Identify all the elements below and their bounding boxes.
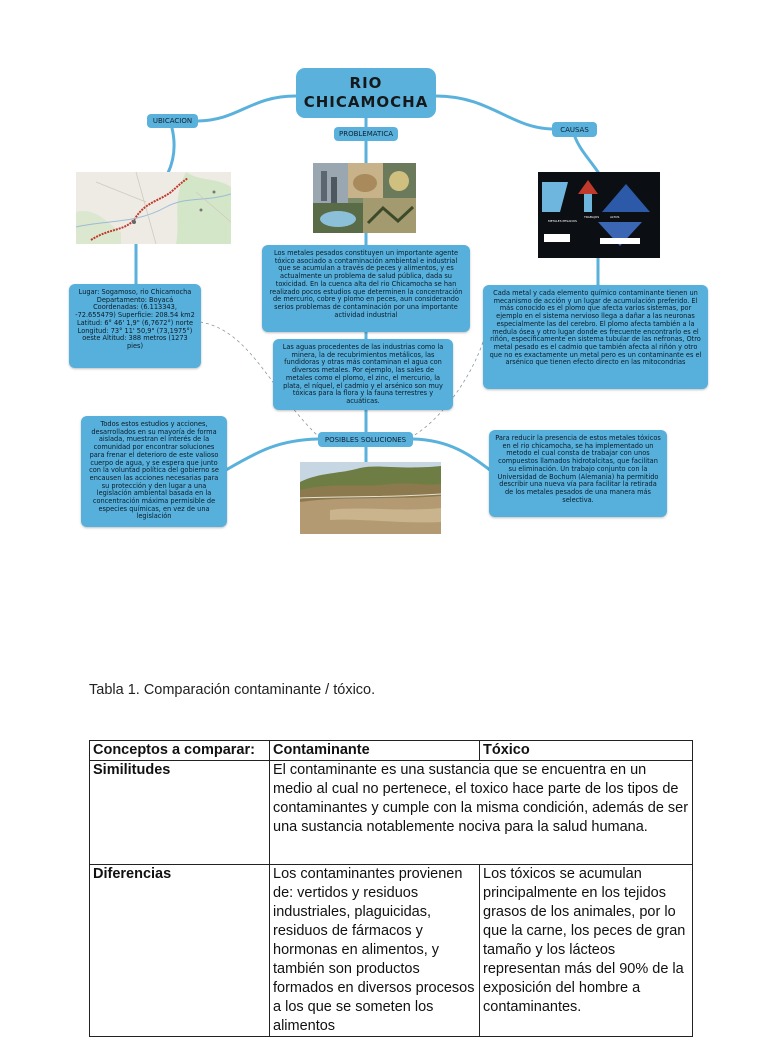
row-label-similitudes: Similitudes [90, 761, 270, 865]
header-contaminante: Contaminante [270, 741, 480, 761]
tag-problematica: PROBLEMATICA [334, 127, 398, 141]
svg-text:METALES PESADOS: METALES PESADOS [548, 219, 577, 223]
card-aguas: Las aguas procedentes de las industrias como la minera, la de recubrimientos metálicos, las fundidoras y otras más contaminan el agua con diversos metales. Por ejemplo, las sales de metales como el plomo, el zinc, el mercurio, la plata, el níquel, el cadmio y el arsénico son muy tóxicas para la flora y la fauna terrestres y acuáticas. [273, 339, 453, 410]
table-header-row [90, 741, 693, 761]
svg-text:ALTOS: ALTOS [610, 215, 620, 219]
tag-causas: CAUSAS [552, 122, 597, 137]
location-map-image [76, 172, 231, 244]
tag-posibles-soluciones: POSIBLES SOLUCIONES [318, 432, 413, 447]
svg-text:TRABAJOS: TRABAJOS [584, 215, 600, 219]
river-photo [300, 462, 441, 534]
table-caption: Tabla 1. Comparación contaminante / tóxico. [89, 682, 376, 698]
diferencias-contaminante: Los contaminantes provienen de: vertidos y residuos industriales, plaguicidas, residuos de fármacos y hormonas en alimentos, y también son productos formados en diversos procesos a los que se someten los alimentos [270, 865, 480, 1037]
card-estudios: Todos estos estudios y acciones, desarrollados en su mayoría de forma aislada, muestran el interés de la comunidad por encontrar soluciones para frenar el deterioro de este valioso cuerpo de agua, y se espera que junto con la voluntad política del gobierno se encausen las acciones necesarias para su protección y den lugar a una legislación ambiental basada en la concentración máxima permisible de especies químicas, en vez de una legislación [81, 416, 227, 527]
card-ubicacion: Lugar: Sogamoso, rio Chicamocha Departamento: Boyacá Coordenadas: (6.113343, -72.655479) Superficie: 208.54 km2 Latitud: 6° 46' 1,9" (6,7672°) norte Longitud: 73° 11' 50,9" (73,1975°) oeste Altitud: 388 metros (1273 pies) [69, 284, 201, 368]
header-conceptos: Conceptos a comparar: [90, 741, 270, 761]
comparison-table [89, 740, 693, 1037]
table-row-similitudes [90, 761, 693, 865]
table-row-diferencias [90, 865, 693, 1037]
map-title: RIO CHICAMOCHA [296, 68, 436, 118]
similitudes-text: El contaminante es una sustancia que se encuentra en un medio al cual no pertenece, el toxico hace parte de los tipos de contaminantes y cumple con la misma condición, además de ser una sustancia notablemente nociva para la salud humana. [270, 761, 693, 865]
causes-diagram-image [538, 172, 660, 258]
card-reducir: Para reducir la presencia de estos metales tóxicos en el rio chicamocha, se ha implementado un metodo el cual consta de trabajar con unos compuestos llamados hidrotalcitas, que facilitan su eliminación. Un trabajo conjunto con la Universidad de Bochum (Alemania) ha permitido describir una nueva vía para facilitar la retirada de los metales pesados de una manera más selectiva. [489, 430, 667, 517]
diferencias-toxico: Los tóxicos se acumulan principalmente en los tejidos grasos de los animales, por lo que la carne, los peces de gran tamaño y los lácteos representan más del 90% de la exposición del hombre a contaminantes. [480, 865, 693, 1037]
tag-ubicacion: UBICACION [147, 114, 198, 128]
pollution-collage-image [313, 163, 416, 233]
header-toxico: Tóxico [480, 741, 693, 761]
row-label-diferencias: Diferencias [90, 865, 270, 1037]
card-problematica: Los metales pesados constituyen un importante agente tóxico asociado a contaminación ambiental e industrial que se acumulan a través de peces y alimentos, y es actualmente un problema de salud pública, dada su toxicidad. En la cuenca alta del rio Chicamocha se han realizado pocos estudios que determinen la concentración de mercurio, cobre y plomo en peces, aun considerando serios problemas de contaminación por una importante actividad industrial [262, 245, 470, 332]
card-causas: Cada metal y cada elemento químico contaminante tienen un mecanismo de acción y un lugar de acumulación preferido. El más conocido es el plomo que afecta varios sistemas, por ejemplo en el sistema nervioso llega a dañar a las neuronas especialmente las del cerebro. El plomo afecta también a la medula ósea y otro lugar donde es frecuente encontrarlo es el riñón, específicamente en sistema tubular de las nefronas, Otro metal pesado es el cadmio que también afecta al riñón y otro que no es exactamente un metal pero es un contaminante es el arsénico que tienen efecto directo en las mitocondrias [483, 285, 708, 389]
